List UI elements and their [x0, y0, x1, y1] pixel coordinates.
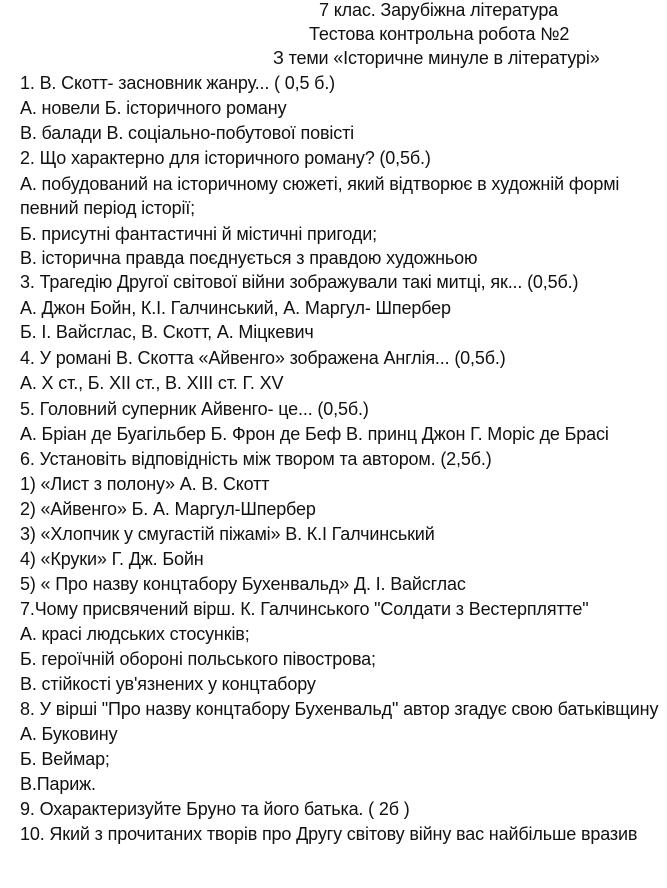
question-10: 10. Який з прочитаних творів про Другу світову війну вас найбільше вразив — [20, 824, 638, 844]
question-1-options-a-b: А. новели Б. історичного роману — [20, 98, 287, 118]
question-3: 3. Трагедію Другої світової війни зображували такі митці, як... (0,5б.) — [20, 272, 579, 292]
question-6-pair-2: 2) «Айвенго» Б. А. Маргул-Шпербер — [20, 499, 316, 519]
question-8-option-b: Б. Веймар; — [20, 749, 110, 769]
question-2-option-a-continued: певний період історії; — [20, 198, 196, 218]
question-5-options: А. Бріан де Буагільбер Б. Фрон де Беф В. принц Джон Г. Моріс де Брасі — [20, 424, 609, 444]
question-6: 6. Установіть відповідність між твором та автором. (2,5б.) — [20, 449, 492, 469]
question-2-option-a: А. побудований на історичному сюжеті, який відтворює в художній формі — [20, 174, 620, 194]
question-2-option-b: Б. присутні фантастичні й містичні пригоди; — [20, 224, 377, 244]
question-7: 7.Чому присвячений вірш. К. Галчинського "Солдати з Вестерплятте" — [20, 599, 589, 619]
question-8-option-c: В.Париж. — [20, 774, 96, 794]
question-5: 5. Головний суперник Айвенго- це... (0,5б.) — [20, 399, 369, 419]
header-grade: 7 клас. Зарубіжна література — [319, 0, 559, 20]
question-3-option-b: Б. І. Вайсглас, В. Скотт, А. Міцкевич — [20, 322, 314, 342]
question-6-pair-4: 4) «Круки» Г. Дж. Бойн — [20, 549, 204, 569]
question-6-pair-1: 1) «Лист з полону» А. В. Скотт — [20, 474, 270, 494]
question-8-option-a: А. Буковину — [20, 724, 118, 744]
question-6-pair-3: 3) «Хлопчик у смугастій піжамі» В. К.І Галчинський — [20, 524, 435, 544]
question-1: 1. В. Скотт- засновник жанру... ( 0,5 б.) — [20, 73, 336, 93]
question-6-pair-5: 5) « Про назву концтабору Бухенвальд» Д. І. Вайсглас — [20, 574, 466, 594]
question-7-option-b: Б. героїчній обороні польського півострова; — [20, 649, 376, 669]
question-3-option-a: А. Джон Бойн, К.І. Галчинський, А. Маргул- Шпербер — [20, 298, 451, 318]
question-4: 4. У романі В. Скотта «Айвенго» зображена Англія... (0,5б.) — [20, 348, 506, 368]
question-2: 2. Що характерно для історичного роману? (0,5б.) — [20, 148, 431, 168]
question-7-option-a: А. красі людських стосунків; — [20, 624, 250, 644]
question-8: 8. У вірші "Про назву концтабору Бухенвальд" автор згадує свою батьківщину — [20, 699, 659, 719]
header-title: Тестова контрольна робота №2 — [309, 24, 570, 44]
question-4-options: А. Х ст., Б. ХІІ ст., В. ХІІІ ст. Г. ХV — [20, 373, 284, 393]
question-7-option-c: В. стійкості ув'язнених у концтабору — [20, 674, 316, 694]
header-topic: З теми «Історичне минуле в літературі» — [273, 48, 600, 68]
question-2-option-c: В. історична правда поєднується з правдою художньою — [20, 248, 478, 268]
question-1-options-c-d: В. балади В. соціально-побутової повісті — [20, 123, 355, 143]
question-9: 9. Охарактеризуйте Бруно та його батька. ( 2б ) — [20, 799, 410, 819]
